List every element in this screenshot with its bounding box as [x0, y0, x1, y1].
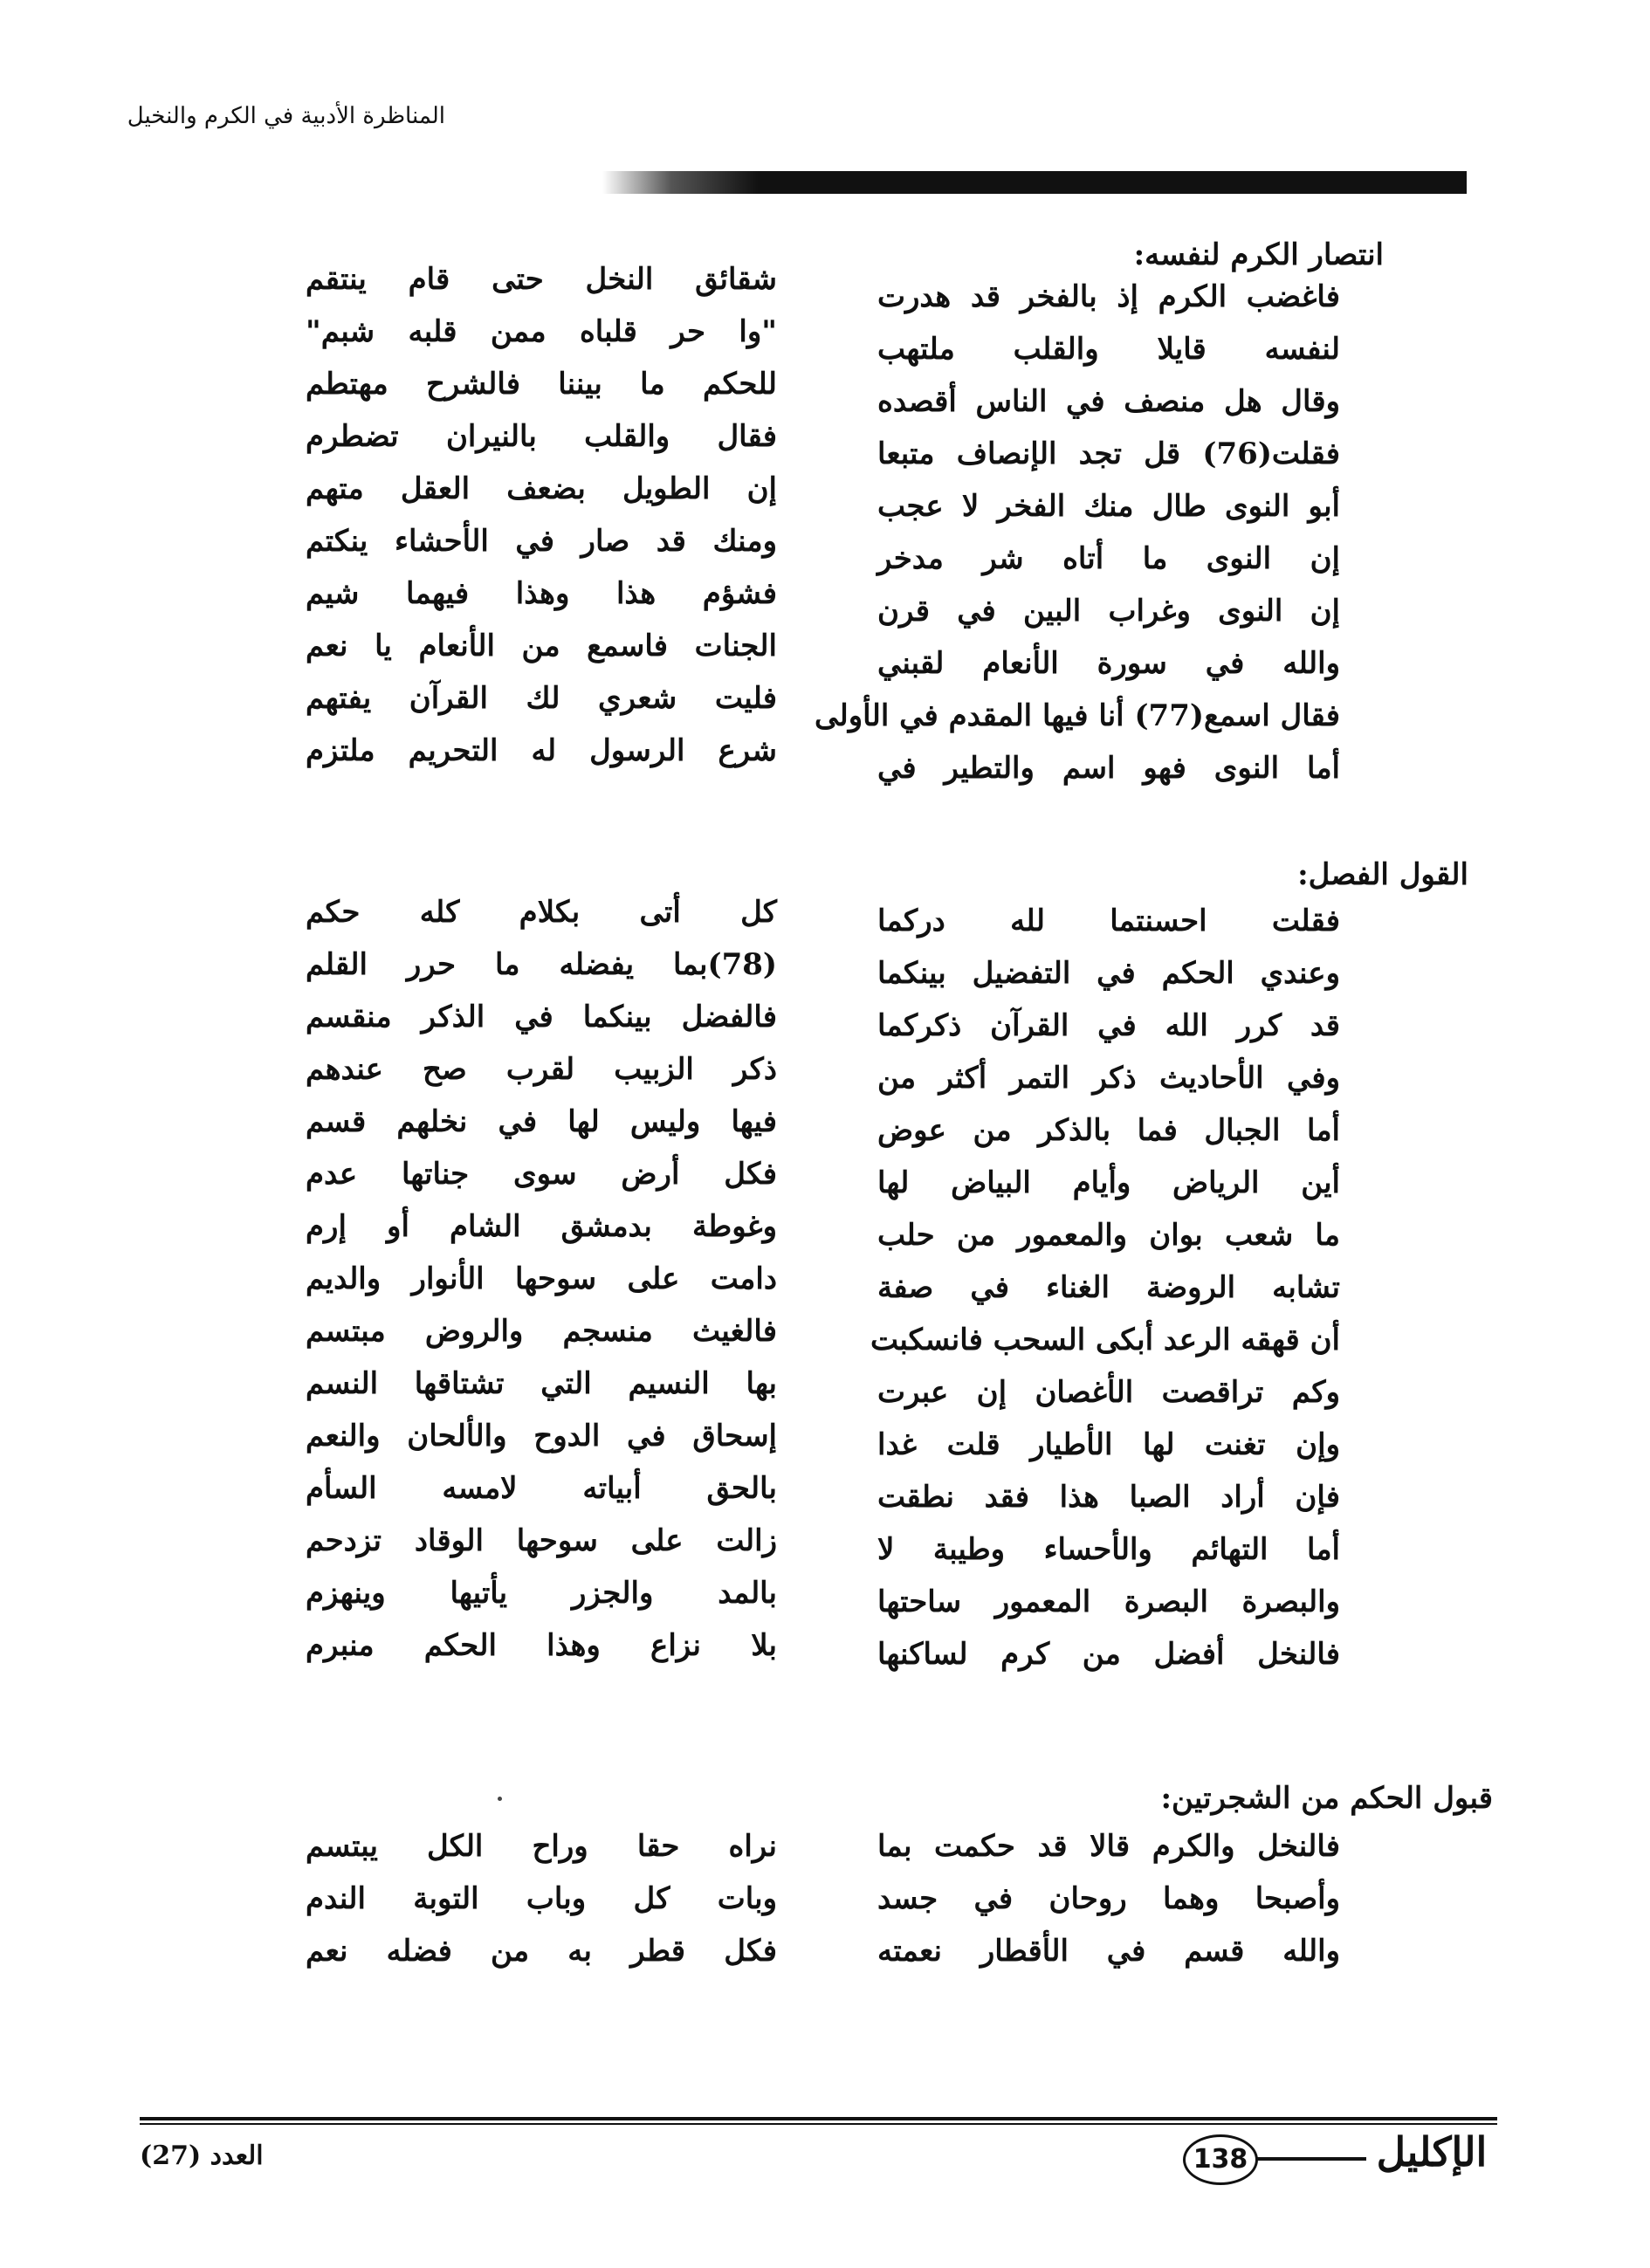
- verse-left: شقائق النخل حتى قام ينتقم: [306, 262, 777, 297]
- verse-left: فشؤم هذا وهذا فيهما شيم: [306, 576, 777, 611]
- verse-left: شرع الرسول له التحريم ملتزم: [306, 733, 777, 768]
- verse-left: فكل أرض سوى جناتها عدم: [306, 1157, 777, 1192]
- verse-right: قد كرر الله في القرآن ذكركما: [877, 1008, 1340, 1043]
- verse-right: وأصبحا وهما روحان في جسد: [877, 1881, 1340, 1916]
- verse-left: بالمد والجزر يأتيها وينهزم: [306, 1576, 777, 1611]
- footer-dash: [1257, 2157, 1366, 2161]
- footer-rule-thin: [140, 2123, 1497, 2125]
- verse-left: بلا نزاع وهذا الحكم منبرم: [306, 1628, 777, 1663]
- verse-left: إسحاق في الدوح والألحان والنعم: [306, 1419, 777, 1454]
- verse-right: والله في سورة الأنعام لقبني: [877, 646, 1340, 681]
- verse-right: وإن تغنت لها الأطيار قلت غدا: [877, 1427, 1340, 1462]
- verse-left: فيها وليس لها في نخلهم قسم: [306, 1104, 777, 1139]
- verse-left: (78)بما يفضله ما حرر القلم: [306, 947, 777, 982]
- verse-right: أن قهقه الرعد أبكى السحب فانسكبت: [870, 1323, 1340, 1357]
- verse-left: الجنات فاسمع من الأنعام يا نعم: [306, 629, 777, 663]
- verse-left: للحكم ما بيننا فالشرح مهتطم: [306, 367, 777, 402]
- verse-left: فقال والقلب بالنيران تضطرم: [306, 419, 777, 454]
- right-column-3: [877, 1820, 1340, 1977]
- verse-left: ومنك قد صار في الأحشاء ينكتم: [306, 524, 777, 559]
- section-heading-1: انتصار الكرم لنفسه:: [1133, 237, 1384, 272]
- verse-right: إن النوى وغراب البين في قرن: [877, 594, 1340, 629]
- verse-left: ذكر الزبيب لقرب صح عندهم: [306, 1052, 777, 1087]
- top-rule: [602, 171, 1467, 194]
- verse-left: فالغيث منسجم والروض مبتسم: [306, 1314, 777, 1349]
- verse-left: وغوطة بدمشق الشام أو إرم: [306, 1209, 777, 1244]
- verse-left: كل أتى بكلام كله حكم: [306, 895, 777, 930]
- verse-right: تشابه الروضة الغناء في صفة: [877, 1270, 1340, 1305]
- verse-right: أما الجبال فما بالذكر من عوض: [877, 1113, 1340, 1148]
- verse-left: دامت على سوحها الأنوار والديم: [306, 1261, 777, 1296]
- verse-right: وقال هل منصف في الناس أقصده: [877, 384, 1340, 419]
- verse-right: فقلت(76) قل تجد الإنصاف متبعا: [877, 436, 1340, 471]
- right-column-2: [870, 895, 1340, 1680]
- verse-right: وكم تراقصت الأغصان إن عبرت: [877, 1375, 1340, 1410]
- verse-left: فليت شعري لك القرآن يفتهم: [306, 681, 777, 716]
- right-column-1: [815, 271, 1340, 794]
- verse-right: أما التهائم والأحساء وطيبة لا: [877, 1532, 1340, 1567]
- ink-dot: [498, 1797, 502, 1801]
- footer-rule: [140, 2117, 1497, 2120]
- verse-left: بالحق أبياته لامسه السأم: [306, 1471, 777, 1506]
- verse-right: وعندي الحكم في التفضيل بينكما: [877, 956, 1340, 991]
- verse-left: فالفضل بينكما في الذكر منقسم: [306, 1000, 777, 1034]
- verse-right: وفي الأحاديث ذكر التمر أكثر من: [877, 1061, 1340, 1096]
- left-column-2: [306, 886, 777, 1672]
- verse-right: أما النوى فهو اسم والتطير في: [877, 751, 1340, 786]
- verse-left: إن الطويل بضعف العقل متهم: [306, 471, 777, 506]
- verse-right: فقلت احسنتما لله دركما: [877, 904, 1340, 938]
- verse-right: فالنخل والكرم قالا قد حكمت بما: [877, 1829, 1340, 1864]
- verse-right: أين الرياض وأيام البياض لها: [877, 1165, 1340, 1200]
- section-heading-2: القول الفصل:: [1297, 857, 1468, 892]
- verse-right: لنفسه قايلا والقلب ملتهب: [877, 332, 1340, 367]
- left-column-3: [306, 1820, 777, 1977]
- verse-right: والله قسم في الأقطار نعمته: [877, 1934, 1340, 1969]
- left-column-1: [306, 253, 777, 777]
- issue-label: العدد (27): [140, 2141, 264, 2171]
- verse-right: ما شعب بوان والمعمور من حلب: [877, 1218, 1340, 1253]
- verse-left: وبات كل وباب التوبة الندم: [306, 1881, 777, 1916]
- journal-logo: الإكليل: [1376, 2128, 1488, 2175]
- verse-left: نراه حقا وراح الكل يبتسم: [306, 1829, 777, 1864]
- verse-left: زالت على سوحها الوقاد تزدحم: [306, 1523, 777, 1558]
- verse-left: بها النسيم التي تشتاقها النسم: [306, 1366, 777, 1401]
- verse-left: فكل قطر به من فضله نعم: [306, 1934, 777, 1969]
- verse-right: فقال اسمع(77) أنا فيها المقدم في الأولى: [815, 698, 1340, 733]
- verse-right: فالنخل أفضل من كرم لساكنها: [877, 1637, 1340, 1672]
- verse-right: فاغضب الكرم إذ بالفخر قد هدرت: [877, 279, 1340, 314]
- running-title: المناظرة الأدبية في الكرم والنخيل: [127, 103, 445, 129]
- verse-right: إن النوى ما أتاه شر مدخر: [877, 541, 1340, 576]
- page-number: 138: [1183, 2134, 1258, 2185]
- verse-right: فإن أراد الصبا هذا فقد نطقت: [877, 1480, 1340, 1515]
- section-heading-3: قبول الحكم من الشجرتين:: [1160, 1781, 1493, 1816]
- verse-left: "وا حر قلباه ممن قلبه شبم": [306, 314, 777, 349]
- verse-right: أبو النوى طال منك الفخر لا عجب: [877, 489, 1340, 524]
- verse-right: والبصرة البصرة المعمور ساحتها: [877, 1584, 1340, 1619]
